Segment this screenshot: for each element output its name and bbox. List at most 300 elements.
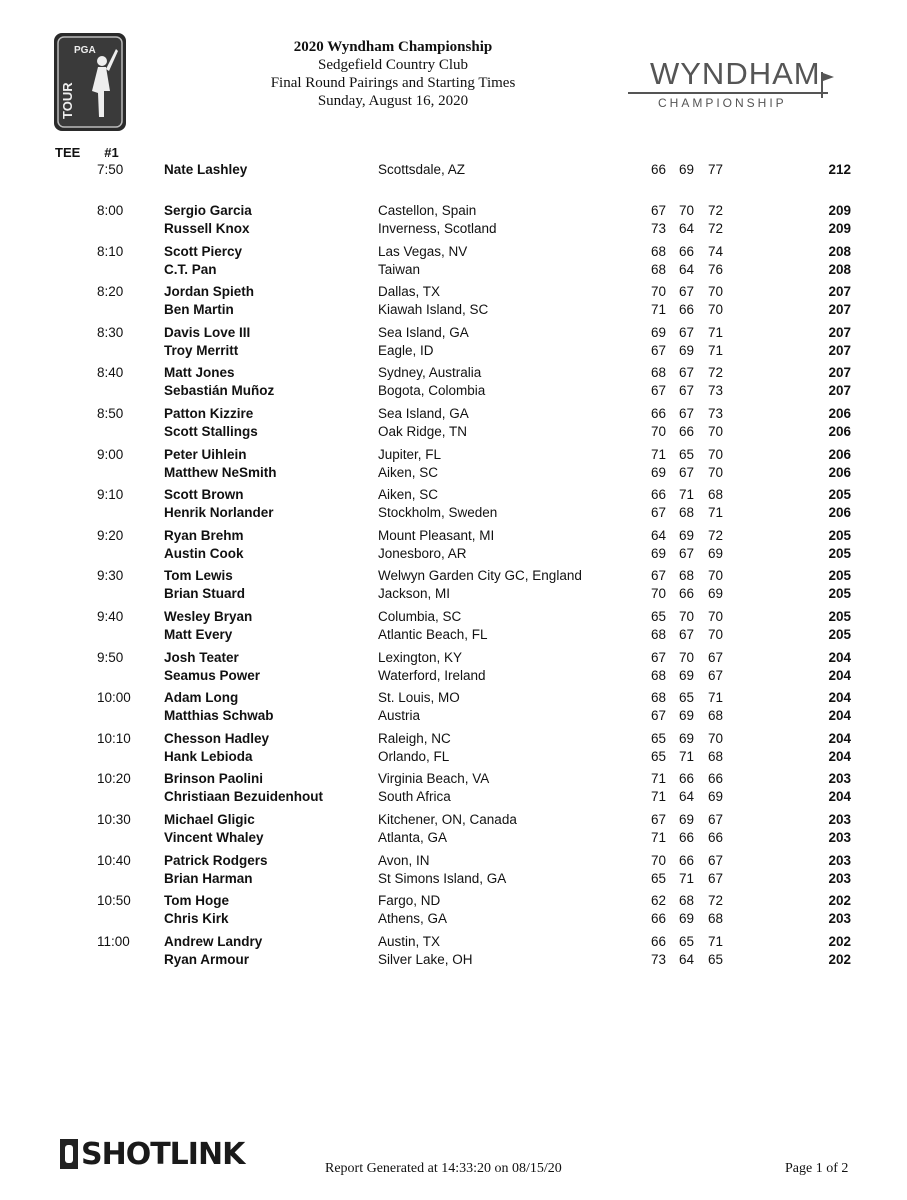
- round-1-score: 65: [651, 609, 667, 624]
- player-location: Jonesboro, AR: [378, 545, 467, 561]
- round-3-score: 69: [708, 545, 724, 561]
- table-row: [0, 161, 907, 179]
- player-location: Kitchener, ON, Canada: [378, 812, 517, 827]
- player-location: Taiwan: [378, 261, 421, 277]
- player-location: Waterford, Ireland: [378, 667, 486, 683]
- player-location: Athens, GA: [378, 911, 448, 927]
- round-3-score: 76: [708, 261, 724, 277]
- tee-label: TEE: [55, 145, 81, 160]
- player-name: Patton Kizzire: [164, 406, 254, 421]
- player-location: Fargo, ND: [378, 893, 441, 909]
- round-3-score: 69: [708, 789, 724, 805]
- tee-time: 8:50: [97, 406, 124, 421]
- round-3-score: 74: [708, 243, 724, 259]
- round-2-score: 67: [679, 383, 695, 399]
- player-location: Lexington, KY: [378, 649, 463, 665]
- round-3-score: 67: [708, 812, 724, 827]
- shotlink-wordmark: SHOTLINK: [81, 1136, 245, 1172]
- total-score: 205: [828, 568, 851, 584]
- total-score: 206: [828, 406, 851, 421]
- report-subtitle: Final Round Pairings and Starting Times: [270, 75, 516, 91]
- table-row: [0, 527, 907, 545]
- round-2-score: 67: [679, 284, 695, 300]
- round-2-score: 71: [679, 487, 695, 503]
- tee-time: 9:30: [97, 568, 124, 584]
- round-1-score: 70: [651, 586, 667, 602]
- round-3-score: 73: [708, 383, 724, 399]
- round-3-score: 70: [708, 627, 724, 642]
- tee-time: 9:10: [97, 487, 124, 503]
- round-1-score: 65: [651, 730, 667, 746]
- table-row: [0, 464, 907, 482]
- table-row: [0, 301, 907, 319]
- round-2-score: 69: [679, 730, 695, 746]
- player-name: Tom Hoge: [164, 893, 229, 909]
- round-3-score: 68: [708, 911, 724, 927]
- round-2-score: 64: [679, 951, 695, 967]
- pga-logo-text: PGA: [74, 45, 96, 56]
- round-3-score: 70: [708, 568, 724, 584]
- player-location: Oak Ridge, TN: [378, 424, 468, 439]
- player-location: Austria: [378, 708, 421, 724]
- round-3-score: 72: [708, 893, 724, 909]
- round-1-score: 65: [651, 870, 667, 886]
- tee-time: 10:20: [97, 771, 131, 787]
- round-3-score: 66: [708, 771, 724, 787]
- round-3-score: 67: [708, 870, 724, 886]
- table-row: [0, 202, 907, 220]
- round-3-score: 71: [708, 342, 724, 358]
- total-score: 204: [828, 789, 851, 805]
- player-location: Las Vegas, NV: [378, 243, 468, 259]
- table-row: [0, 608, 907, 626]
- table-row: [0, 829, 907, 847]
- table-row: [0, 382, 907, 400]
- round-1-score: 65: [651, 748, 667, 764]
- player-name: Seamus Power: [164, 667, 261, 683]
- total-score: 203: [828, 830, 851, 845]
- round-1-score: 67: [651, 708, 667, 724]
- round-2-score: 67: [679, 365, 695, 381]
- total-score: 202: [828, 893, 851, 909]
- round-3-score: 71: [708, 505, 724, 521]
- total-score: 203: [828, 771, 851, 787]
- table-row: [0, 486, 907, 504]
- total-score: 204: [828, 730, 851, 746]
- round-3-score: 71: [708, 690, 724, 706]
- table-row: [0, 364, 907, 382]
- tee-time: 10:50: [97, 893, 131, 909]
- round-2-score: 69: [679, 911, 695, 927]
- table-row: [0, 667, 907, 685]
- round-2-score: 68: [679, 505, 695, 521]
- round-1-score: 67: [651, 342, 667, 358]
- total-score: 203: [828, 852, 851, 868]
- total-score: 202: [828, 933, 851, 949]
- round-3-score: 66: [708, 830, 724, 845]
- round-3-score: 67: [708, 852, 724, 868]
- tee-time: 8:30: [97, 324, 124, 340]
- round-2-score: 65: [679, 690, 695, 706]
- wyndham-underline: [628, 92, 828, 94]
- player-location: Kiawah Island, SC: [378, 302, 489, 318]
- player-name: Scott Brown: [164, 487, 244, 503]
- round-2-score: 66: [679, 302, 695, 318]
- player-name: Matt Jones: [164, 365, 235, 381]
- round-1-score: 66: [651, 911, 667, 927]
- player-name: Tom Lewis: [164, 568, 233, 584]
- total-score: 208: [828, 243, 851, 259]
- player-name: Sergio Garcia: [164, 203, 252, 218]
- player-name: Michael Gligic: [164, 812, 255, 827]
- round-1-score: 71: [651, 302, 667, 318]
- round-1-score: 67: [651, 568, 667, 584]
- table-row: [0, 545, 907, 563]
- total-score: 207: [828, 302, 851, 318]
- round-1-score: 68: [651, 667, 667, 683]
- round-2-score: 67: [679, 627, 695, 642]
- tee-time: 8:40: [97, 365, 124, 381]
- total-score: 206: [828, 446, 851, 462]
- player-name: Henrik Norlander: [164, 505, 274, 521]
- round-1-score: 62: [651, 893, 667, 909]
- round-2-score: 70: [679, 203, 695, 218]
- player-name: Brian Harman: [164, 870, 253, 886]
- round-2-score: 66: [679, 424, 695, 439]
- tee-time: 10:30: [97, 812, 131, 827]
- round-2-score: 66: [679, 771, 695, 787]
- round-2-score: 66: [679, 830, 695, 845]
- table-row: [0, 770, 907, 788]
- player-location: Columbia, SC: [378, 609, 462, 624]
- round-3-score: 72: [708, 527, 724, 543]
- table-row: [0, 933, 907, 951]
- round-3-score: 70: [708, 609, 724, 624]
- pga-tour-logo: [54, 33, 126, 131]
- round-1-score: 64: [651, 527, 667, 543]
- player-name: Peter Uihlein: [164, 446, 247, 462]
- total-score: 207: [828, 324, 851, 340]
- round-2-score: 71: [679, 748, 695, 764]
- venue: Sedgefield Country Club: [318, 57, 468, 73]
- player-location: Bogota, Colombia: [378, 383, 486, 399]
- player-name: C.T. Pan: [164, 261, 217, 277]
- total-score: 206: [828, 424, 851, 439]
- round-2-score: 66: [679, 586, 695, 602]
- round-1-score: 67: [651, 812, 667, 827]
- player-location: Scottsdale, AZ: [378, 162, 466, 177]
- table-row: [0, 220, 907, 238]
- player-location: Jackson, MI: [378, 586, 451, 602]
- table-row: [0, 423, 907, 441]
- round-1-score: 67: [651, 505, 667, 521]
- round-2-score: 71: [679, 870, 695, 886]
- player-location: Sea Island, GA: [378, 324, 469, 340]
- player-location: Aiken, SC: [378, 487, 439, 503]
- total-score: 204: [828, 649, 851, 665]
- round-3-score: 77: [708, 162, 724, 177]
- player-location: St. Louis, MO: [378, 690, 460, 706]
- player-name: Wesley Bryan: [164, 609, 253, 624]
- tee-header: [55, 145, 119, 160]
- round-3-score: 70: [708, 284, 724, 300]
- player-location: South Africa: [378, 789, 451, 805]
- round-2-score: 68: [679, 893, 695, 909]
- table-row: [0, 811, 907, 829]
- player-name: Troy Merritt: [164, 342, 239, 358]
- tee-time: 11:00: [97, 933, 130, 949]
- table-row: [0, 951, 907, 969]
- player-location: St Simons Island, GA: [378, 870, 507, 886]
- round-1-score: 69: [651, 464, 667, 480]
- round-2-score: 69: [679, 812, 695, 827]
- player-name: Matthias Schwab: [164, 708, 274, 724]
- table-row: [0, 910, 907, 928]
- round-3-score: 68: [708, 708, 724, 724]
- round-1-score: 70: [651, 852, 667, 868]
- round-3-score: 67: [708, 667, 724, 683]
- tee-time: 9:00: [97, 446, 124, 462]
- round-3-score: 67: [708, 649, 724, 665]
- round-1-score: 73: [651, 221, 667, 236]
- player-name: Chesson Hadley: [164, 730, 270, 746]
- round-1-score: 68: [651, 243, 667, 259]
- round-2-score: 64: [679, 221, 695, 236]
- player-location: Austin, TX: [378, 933, 441, 949]
- round-1-score: 69: [651, 545, 667, 561]
- round-1-score: 71: [651, 771, 667, 787]
- round-3-score: 72: [708, 203, 724, 218]
- table-row: [0, 788, 907, 806]
- report-generated: Report Generated at 14:33:20 on 08/15/20: [325, 1161, 562, 1176]
- table-row: [0, 324, 907, 342]
- tee-number: #1: [104, 145, 119, 160]
- round-3-score: 72: [708, 221, 724, 236]
- round-1-score: 66: [651, 406, 667, 421]
- tour-logo-text: TOUR: [60, 82, 75, 119]
- round-1-score: 68: [651, 627, 667, 642]
- player-location: Orlando, FL: [378, 748, 450, 764]
- player-location: Sydney, Australia: [378, 365, 482, 381]
- round-1-score: 71: [651, 789, 667, 805]
- round-2-score: 66: [679, 243, 695, 259]
- round-2-score: 64: [679, 261, 695, 277]
- round-1-score: 67: [651, 203, 667, 218]
- table-row: [0, 283, 907, 301]
- table-row: [0, 707, 907, 725]
- table-row: [0, 730, 907, 748]
- total-score: 204: [828, 708, 851, 724]
- round-2-score: 67: [679, 406, 695, 421]
- round-2-score: 68: [679, 568, 695, 584]
- round-3-score: 65: [708, 951, 724, 967]
- round-1-score: 70: [651, 284, 667, 300]
- player-name: Chris Kirk: [164, 911, 229, 927]
- round-3-score: 72: [708, 365, 724, 381]
- player-location: Aiken, SC: [378, 464, 439, 480]
- round-1-score: 66: [651, 933, 667, 949]
- player-name: Josh Teater: [164, 649, 239, 665]
- round-1-score: 68: [651, 365, 667, 381]
- round-3-score: 73: [708, 406, 724, 421]
- total-score: 207: [828, 365, 851, 381]
- flag-icon: [820, 70, 836, 100]
- total-score: 203: [828, 870, 851, 886]
- round-2-score: 70: [679, 649, 695, 665]
- round-2-score: 65: [679, 446, 695, 462]
- player-location: Inverness, Scotland: [378, 221, 497, 236]
- player-name: Brinson Paolini: [164, 771, 264, 787]
- round-1-score: 66: [651, 487, 667, 503]
- round-1-score: 67: [651, 649, 667, 665]
- player-name: Ryan Armour: [164, 951, 250, 967]
- round-3-score: 68: [708, 748, 724, 764]
- table-row: [0, 504, 907, 522]
- player-location: Atlantic Beach, FL: [378, 627, 488, 642]
- total-score: 206: [828, 505, 851, 521]
- player-name: Hank Lebioda: [164, 748, 253, 764]
- table-row: [0, 342, 907, 360]
- round-2-score: 69: [679, 527, 695, 543]
- total-score: 209: [828, 203, 851, 218]
- total-score: 205: [828, 627, 851, 642]
- shotlink-logo: [60, 1137, 244, 1171]
- pga-tour-logo-graphic: [54, 33, 126, 131]
- wyndham-wordmark: WYNDHAM: [650, 56, 821, 91]
- round-2-score: 67: [679, 464, 695, 480]
- round-2-score: 69: [679, 708, 695, 724]
- tee-time: 7:50: [97, 162, 124, 177]
- round-2-score: 67: [679, 324, 695, 340]
- table-row: [0, 892, 907, 910]
- player-location: Atlanta, GA: [378, 830, 448, 845]
- round-2-score: 69: [679, 162, 695, 177]
- total-score: 212: [828, 162, 851, 177]
- tee-time: 8:00: [97, 203, 124, 218]
- round-3-score: 71: [708, 324, 724, 340]
- table-row: [0, 748, 907, 766]
- table-row: [0, 567, 907, 585]
- player-name: Matt Every: [164, 627, 233, 642]
- table-row: [0, 446, 907, 464]
- player-location: Jupiter, FL: [378, 446, 442, 462]
- player-name: Nate Lashley: [164, 162, 248, 177]
- player-location: Virginia Beach, VA: [378, 771, 490, 787]
- round-1-score: 68: [651, 690, 667, 706]
- player-name: Andrew Landry: [164, 933, 263, 949]
- table-row: [0, 405, 907, 423]
- page-number: Page 1 of 2: [785, 1161, 849, 1176]
- player-location: Raleigh, NC: [378, 730, 451, 746]
- player-name: Christiaan Bezuidenhout: [164, 789, 324, 805]
- player-location: Eagle, ID: [378, 342, 434, 358]
- player-location: Stockholm, Sweden: [378, 505, 498, 521]
- tournament-title: 2020 Wyndham Championship: [293, 39, 493, 55]
- total-score: 203: [828, 911, 851, 927]
- table-row: [0, 870, 907, 888]
- table-row: [0, 261, 907, 279]
- player-name: Matthew NeSmith: [164, 464, 277, 480]
- shotlink-mark-icon: [60, 1139, 78, 1169]
- round-3-score: 71: [708, 933, 724, 949]
- player-name: Scott Piercy: [164, 243, 243, 259]
- table-row: [0, 852, 907, 870]
- tee-time: 9:50: [97, 649, 124, 665]
- round-2-score: 67: [679, 545, 695, 561]
- round-3-score: 70: [708, 464, 724, 480]
- total-score: 204: [828, 748, 851, 764]
- player-name: Ben Martin: [164, 302, 234, 318]
- round-1-score: 68: [651, 261, 667, 277]
- player-name: Ryan Brehm: [164, 527, 244, 543]
- player-name: Brian Stuard: [164, 586, 246, 602]
- total-score: 205: [828, 527, 851, 543]
- round-1-score: 71: [651, 830, 667, 845]
- tee-time: 8:10: [97, 243, 124, 259]
- player-name: Vincent Whaley: [164, 830, 264, 845]
- championship-wordmark: CHAMPIONSHIP: [658, 96, 787, 110]
- table-row: [0, 626, 907, 644]
- report-header: [200, 38, 586, 110]
- player-location: Dallas, TX: [378, 284, 441, 300]
- round-3-score: 70: [708, 446, 724, 462]
- round-1-score: 69: [651, 324, 667, 340]
- total-score: 206: [828, 464, 851, 480]
- table-row: [0, 689, 907, 707]
- round-2-score: 65: [679, 933, 695, 949]
- round-2-score: 69: [679, 667, 695, 683]
- player-name: Scott Stallings: [164, 424, 258, 439]
- player-name: Austin Cook: [164, 545, 244, 561]
- player-name: Davis Love III: [164, 324, 251, 340]
- total-score: 204: [828, 667, 851, 683]
- total-score: 205: [828, 586, 851, 602]
- total-score: 208: [828, 261, 851, 277]
- player-name: Adam Long: [164, 690, 239, 706]
- tee-time: 9:20: [97, 527, 124, 543]
- round-date: Sunday, August 16, 2020: [317, 93, 469, 109]
- tee-time: 10:00: [97, 690, 131, 706]
- total-score: 209: [828, 221, 851, 236]
- round-2-score: 66: [679, 852, 695, 868]
- table-row: [0, 243, 907, 261]
- round-3-score: 69: [708, 586, 724, 602]
- player-location: Welwyn Garden City GC, England: [378, 568, 582, 584]
- total-score: 204: [828, 690, 851, 706]
- total-score: 207: [828, 342, 851, 358]
- player-location: Sea Island, GA: [378, 406, 469, 421]
- round-1-score: 66: [651, 162, 667, 177]
- player-location: Silver Lake, OH: [378, 951, 473, 967]
- tee-time: 10:10: [97, 730, 131, 746]
- round-1-score: 71: [651, 446, 667, 462]
- total-score: 207: [828, 383, 851, 399]
- round-2-score: 70: [679, 609, 695, 624]
- round-3-score: 68: [708, 487, 724, 503]
- table-row: [0, 649, 907, 667]
- round-3-score: 70: [708, 730, 724, 746]
- player-location: Mount Pleasant, MI: [378, 527, 495, 543]
- total-score: 207: [828, 284, 851, 300]
- player-location: Avon, IN: [378, 852, 430, 868]
- wyndham-championship-logo: [628, 56, 848, 116]
- tee-time: 9:40: [97, 609, 124, 624]
- player-name: Sebastián Muñoz: [164, 383, 275, 399]
- player-name: Patrick Rodgers: [164, 852, 268, 868]
- total-score: 205: [828, 487, 851, 503]
- round-1-score: 70: [651, 424, 667, 439]
- round-2-score: 69: [679, 342, 695, 358]
